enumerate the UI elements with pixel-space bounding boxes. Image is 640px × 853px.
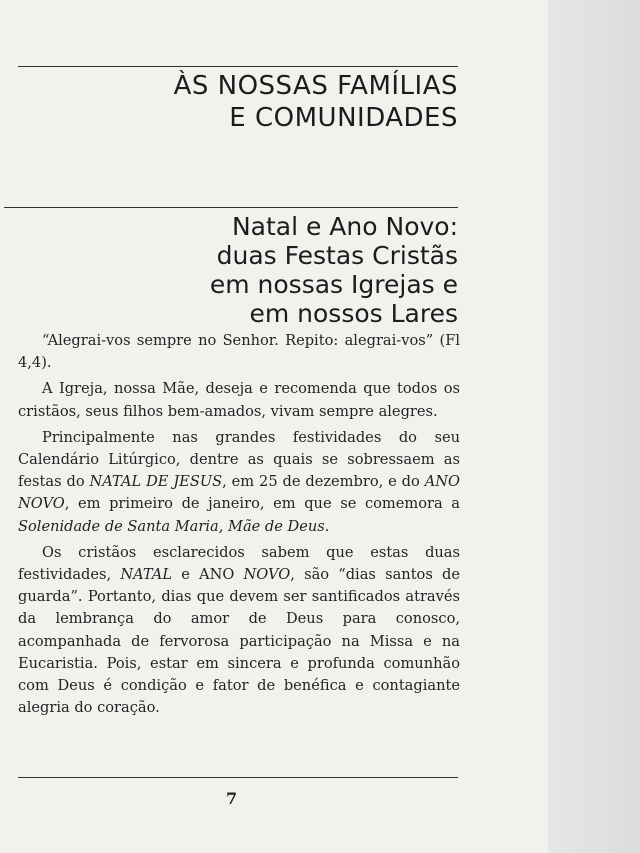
paragraph-4-text-c: e ANO [172,566,244,584]
article-title-line-2: duas Festas Cristãs [216,241,458,270]
section-title-line-2: E COMUNIDADES [229,103,458,133]
article-body [18,330,460,723]
middle-rule [4,207,458,208]
paragraph-3-text-g: . [324,517,330,535]
paragraph-2 [18,378,460,422]
paragraph-3-text-a: Principalmente nas grandes festividades do seu Calendário Litúrgico, dentre as quais se sobressaem as festas do [18,428,460,491]
paragraph-4 [18,542,460,720]
paragraph-1-text: “Alegrai-vos sempre no Senhor. Repito: alegrai-vos” (Fl 4,4). [18,332,460,372]
page-number: 7 [226,789,238,808]
paragraph-3-ano-novo-emphasis: ANO NOVO [18,473,460,513]
bottom-rule [18,777,458,778]
paragraph-4-text-a: Os cristãos esclarecidos sabem que estas duas festividades, [18,543,460,584]
paragraph-4-natal-emphasis: NATAL [120,566,173,584]
paragraph-1 [18,330,460,374]
paragraph-3-text-e: , em primeiro de janeiro, em que se comemora a [64,495,460,513]
section-title [38,70,458,134]
paragraph-3 [18,427,460,538]
article-title-line-4: em nossos Lares [249,299,458,328]
paragraph-4-text-e: , são “dias santos de guarda”. Portanto, dias que devem ser santificados através da lembrança do amor de Deus para conosco, acompanhada de fervorosa participação na Missa e na Eucaristia. Pois, estar em sincera e profunda comunhão com Deus é condição e fator de benéfica e contagiante alegria do coração. [18,566,461,717]
adjacent-page-edge [548,0,640,853]
paragraph-3-text-c: , em 25 de dezembro, e do [222,473,425,491]
article-title-line-1: Natal e Ano Novo: [231,212,458,241]
paragraph-3-solenidade-emphasis: Solenidade de Santa Maria, Mãe de Deus [18,517,325,535]
article-title [38,212,458,328]
paragraph-3-natal-emphasis: NATAL DE JESUS [89,473,223,491]
paragraph-2-text: A Igreja, nossa Mãe, deseja e recomenda que todos os cristãos, seus filhos bem-amados, vivam sempre alegres. [18,380,460,420]
article-title-line-3: em nossas Igrejas e [209,270,458,299]
paragraph-4-novo-emphasis: NOVO [243,566,291,584]
top-rule [18,66,458,67]
section-title-line-1: ÀS NOSSAS FAMÍLIAS [173,71,458,101]
